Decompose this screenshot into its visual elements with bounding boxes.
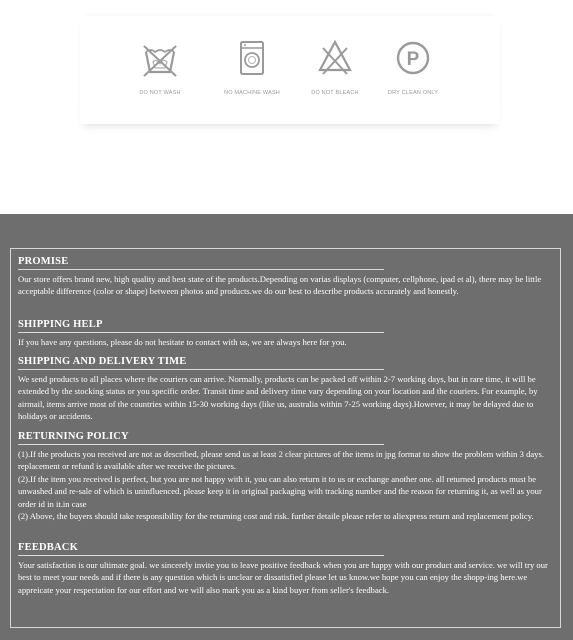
- no-machine-wash-icon: [232, 38, 272, 82]
- section-heading: SHIPPING HELP: [18, 319, 384, 333]
- section-shipping-help: [18, 319, 555, 348]
- section-body: (1).If the products you received are not as described, please send us at least 2 clear pictures of the items in jpg format to show the problem within 3 days. replacement or refund is available after we receive the pictures. (2).If the item you received is perfect, but you are not happy with it, you can also return it to us or exchange another one. all returned products must be unwashed and re-sale of which is uninfluenced. please keep it in original packaging with tracking number and the reason for returning it, as well as your order id in it.in case (2) Above, the buyers should take responsibility for the returning cost and risk. further detaile please refer to aliexpress return and replacement policy.: [18, 449, 544, 522]
- care-item-no-machine-wash: [207, 38, 297, 101]
- care-item-do-not-wash: [115, 38, 205, 101]
- section-promise: [18, 256, 555, 298]
- svg-text:P: P: [406, 49, 420, 70]
- section-heading: RETURNING POLICY: [18, 431, 384, 445]
- care-item-do-not-bleach: [290, 38, 380, 101]
- care-instructions-card: [80, 16, 500, 124]
- section-body: If you have any questions, please do not hesitate to contact with us, we are always here for you.: [18, 337, 347, 347]
- section-feedback: [18, 542, 555, 596]
- section-heading: PROMISE: [18, 256, 384, 270]
- section-heading: SHIPPING AND DELIVERY TIME: [18, 356, 384, 370]
- care-label: DO NOT BLEACH: [311, 90, 359, 96]
- care-item-dry-clean-only: [368, 38, 458, 101]
- care-label: DRY CLEAN ONLY: [387, 90, 439, 96]
- do-not-wash-icon: [140, 38, 180, 82]
- care-label: DO NOT WASH: [139, 90, 181, 96]
- section-body: We send products to all places where the couriers can arrive. Normally, products can be packed off within 2-7 working days, but in rare time, it will be extended by the stocking status or you specific order. Transit time and delivery time vary depending on your location and the couriers. For example, by airmail, items arrive most of the countries within 15-30 working days (like us, australia within 7-25 working days).However, it may be delayed due to holidays or accidents.: [18, 374, 538, 422]
- dry-clean-only-icon: [393, 38, 433, 82]
- store-policy-panel: [0, 214, 573, 640]
- section-returning-policy: [18, 431, 555, 522]
- section-body: Your satisfaction is our ultimate goal. we sincerely invite you to leave positive feedback when you are happy with our product and service. we will try our best to meet your needs and if there is any question which is unclear or dissatisfied please let us know.we hope you can enjoy the shopp-ing here.we appreicate your respectation for our effort and we will also mark you as a kind buyer from seller's feedback.: [18, 560, 548, 595]
- care-label: NO MACHINE WASH: [224, 90, 280, 96]
- section-heading: FEEDBACK: [18, 542, 384, 556]
- section-body: Our store offers brand new, high quality and best state of the products.Depending on varias displays (computer, cellphone, ipad et al), there may be little acceptable difference (color or shape) between photos and products.we do our best to describe products accurately and honestly.: [18, 274, 542, 297]
- do-not-bleach-icon: [315, 38, 355, 82]
- section-shipping-delivery-time: [18, 356, 555, 423]
